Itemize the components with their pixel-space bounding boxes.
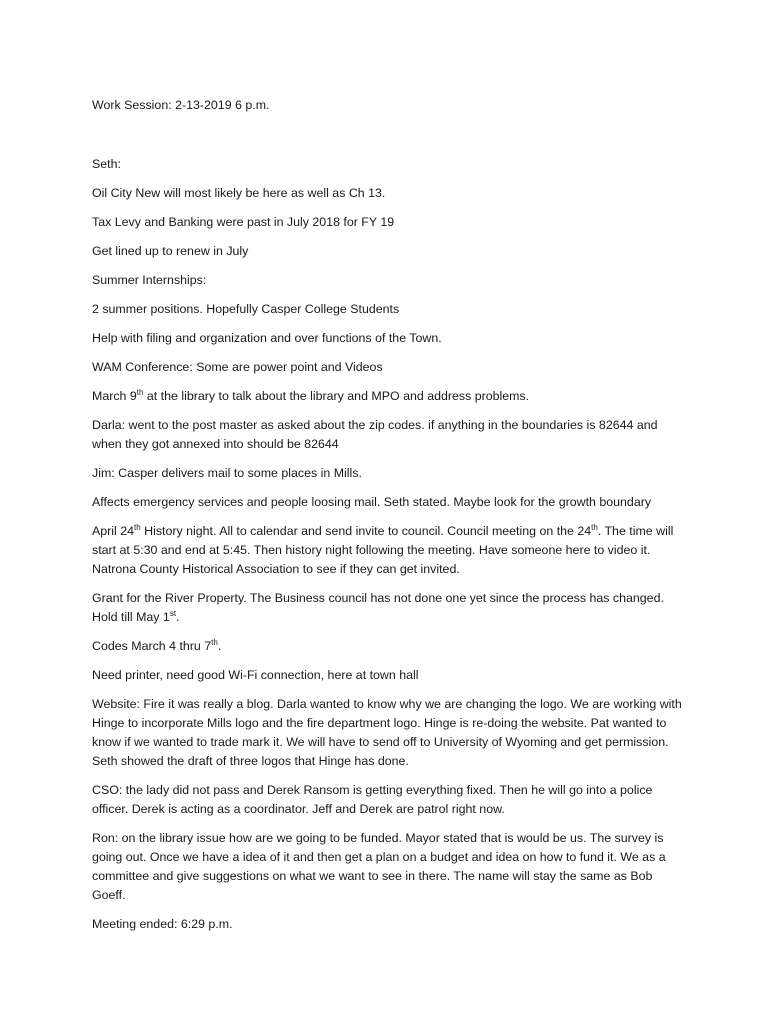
note-codes: [92, 637, 682, 656]
note-tax-levy: Tax Levy and Banking were past in July 2018 for FY 19: [92, 215, 395, 229]
note-april: [92, 522, 682, 579]
note-darla: Darla: went to the post master as asked about the zip codes. if anything in the boundaries is 82644 and when they got annexed into should be 82644: [92, 418, 658, 451]
note-positions: 2 summer positions. Hopefully Casper College Students: [92, 302, 400, 316]
note-meeting-ended: Meeting ended: 6:29 p.m.: [92, 917, 233, 931]
note-april-sup2: th: [591, 522, 598, 532]
note-april-c: . The time will start at 5:30 and end at 5:45. Then history night following the meeting. Have someone here to video it. Natrona County Historical Association to see if they can get invited.: [92, 524, 674, 576]
note-grant-b: .: [176, 610, 180, 624]
note-codes-b: .: [217, 639, 222, 653]
note-affects: Affects emergency services and people loosing mail. Seth stated. Maybe look for the growth boundary: [92, 495, 652, 509]
note-lined-up: Get lined up to renew in July: [92, 244, 249, 258]
note-codes-sup: th: [211, 637, 218, 647]
note-march-9-b: at the library to talk about the library and MPO and address problems.: [143, 389, 530, 403]
note-cso: CSO: the lady did not pass and Derek Ransom is getting everything fixed. Then he will go into a police officer. Derek is acting as a coordinator. Jeff and Derek are patrol right now.: [92, 783, 653, 816]
note-website: Website: Fire it was really a blog. Darla wanted to know why we are changing the logo. We are working with Hinge to incorporate Mills logo and the fire department logo. Hinge is re-doing the website. Pat wanted to know if we wanted to trade mark it. We will have to send off to University of Wyoming and get permission. Seth showed the draft of three logos that Hinge has done.: [92, 697, 682, 768]
note-april-a: April 24: [92, 524, 135, 538]
note-grant-a: Grant for the River Property. The Business council has not done one yet since the process has changed. Hold till May 1: [92, 591, 664, 624]
note-march-9-sup: th: [136, 387, 144, 397]
note-grant: [92, 589, 682, 627]
page-title: Work Session: 2-13-2019 6 p.m.: [92, 98, 270, 112]
note-grant-sup: st: [169, 608, 177, 618]
note-codes-a: Codes March 4 thru 7: [92, 639, 212, 653]
note-april-sup1: th: [134, 522, 141, 532]
note-march-9: [92, 387, 682, 406]
note-internships: Summer Internships:: [92, 273, 207, 287]
note-printer: Need printer, need good Wi-Fi connection, here at town hall: [92, 668, 419, 682]
note-oil-city: Oil City New will most likely be here as well as Ch 13.: [92, 186, 386, 200]
note-april-b: History night. All to calendar and send invite to council. Council meeting on the 24: [140, 524, 592, 538]
note-help: Help with filing and organization and over functions of the Town.: [92, 331, 442, 345]
note-wam: WAM Conference: Some are power point and Videos: [92, 360, 383, 374]
note-ron: Ron: on the library issue how are we going to be funded. Mayor stated that is would be us. The survey is going out. Once we have a idea of it and then get a plan on a budget and idea on how to fund it. We as a committee and give suggestions on what we want to see in there. The name will stay the same as Bob Goeff.: [92, 831, 666, 902]
speaker-seth: Seth:: [92, 157, 121, 171]
meeting-notes: [92, 96, 682, 944]
note-march-9-a: March 9: [92, 389, 137, 403]
note-jim: Jim: Casper delivers mail to some places in Mills.: [92, 466, 362, 480]
